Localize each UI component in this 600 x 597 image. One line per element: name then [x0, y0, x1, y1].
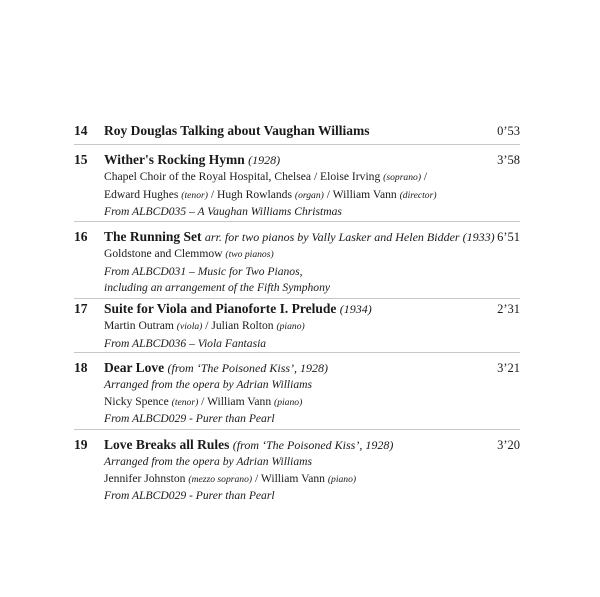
divider [74, 352, 520, 353]
arranger-line [104, 377, 460, 394]
performer-role: (mezzo soprano) [188, 473, 253, 485]
track-body [104, 359, 460, 428]
performer-text: Edward Hughes [104, 187, 182, 201]
track-body [104, 122, 460, 140]
performer-text: / William Vann [252, 471, 328, 485]
track-body [104, 228, 495, 297]
source-line [104, 336, 460, 353]
track-19 [74, 436, 520, 505]
performer-text: / Hugh Rowlands [207, 187, 295, 201]
arranger-line [104, 454, 460, 471]
track-title-line [104, 300, 460, 318]
source-line [104, 280, 460, 297]
track-number: 15 [74, 152, 88, 167]
arranger-text: Arranged from the opera by Adrian Williams [104, 378, 313, 391]
track-18 [74, 359, 520, 428]
track-title: Dear Love [104, 360, 165, 375]
track-title-suffix: (1934) [339, 302, 372, 316]
source-text: From ALBCD029 - Purer than Pearl [104, 489, 275, 502]
performer-line [104, 187, 460, 205]
track-number: 14 [74, 123, 88, 138]
performer-role: (two pianos) [225, 249, 274, 260]
performer-text: Nicky Spence [104, 394, 172, 408]
track-15 [74, 151, 520, 221]
track-duration: 3’21 [497, 361, 520, 375]
source-line [104, 264, 460, 281]
performer-text: / William Vann [323, 187, 400, 201]
track-16 [74, 228, 520, 297]
track-title: Roy Douglas Talking about Vaughan Williams [104, 123, 370, 138]
track-title-line [104, 228, 495, 246]
performer-text: / William Vann [198, 394, 275, 408]
track-title-line [104, 436, 460, 454]
track-number: 16 [74, 229, 88, 244]
track-title-suffix: (from ‘The Poisoned Kiss’, 1928) [167, 361, 329, 375]
performer-role: (tenor) [171, 396, 199, 408]
track-title-line [104, 122, 460, 140]
track-title: Suite for Viola and Pianoforte I. Prelude [104, 301, 337, 316]
divider [74, 298, 520, 299]
track-title: Love Breaks all Rules [104, 437, 230, 452]
performer-role: (piano) [274, 396, 303, 408]
track-number: 19 [74, 437, 88, 452]
track-title-line [104, 359, 460, 377]
source-text: From ALBCD031 – Music for Two Pianos, [104, 264, 303, 278]
track-number: 18 [74, 360, 88, 375]
performer-text: Goldstone and Clemmow [104, 247, 226, 260]
performer-role: (director) [399, 189, 437, 201]
performer-line [104, 246, 460, 264]
source-line [104, 411, 460, 428]
track-body [104, 151, 460, 221]
track-duration: 3’58 [497, 153, 520, 167]
performer-line [104, 318, 460, 336]
performer-text: / Julian Rolton [202, 319, 277, 332]
source-line [104, 488, 460, 505]
track-title: Wither's Rocking Hymn [104, 152, 245, 167]
source-text: From ALBCD036 – Viola Fantasia [104, 336, 267, 350]
performer-role: (soprano) [383, 172, 422, 183]
track-14 [74, 122, 520, 140]
track-title-suffix: (from ‘The Poisoned Kiss’, 1928) [232, 438, 394, 452]
performer-line [104, 169, 460, 187]
track-duration: 3’20 [497, 438, 520, 452]
source-text: From ALBCD035 – A Vaughan Williams Christmas [104, 205, 342, 218]
track-duration: 2’31 [497, 302, 520, 316]
track-body [104, 300, 460, 352]
performer-role: (piano) [276, 321, 305, 332]
source-text: From ALBCD029 - Purer than Pearl [104, 412, 275, 425]
performer-line [104, 394, 460, 412]
source-line [104, 204, 460, 221]
track-title: The Running Set [104, 229, 202, 244]
track-17 [74, 300, 520, 352]
performer-role: (tenor) [181, 189, 208, 201]
performer-text: Jennifer Johnston [104, 471, 189, 485]
performer-text: / [421, 170, 428, 183]
source-text: including an arrangement of the Fifth Symphony [104, 281, 331, 294]
divider [74, 144, 520, 145]
performer-text: Chapel Choir of the Royal Hospital, Chelsea / Eloise Irving [104, 170, 384, 183]
track-duration: 0’53 [497, 124, 520, 138]
track-duration: 6’51 [497, 230, 520, 244]
divider [74, 221, 520, 222]
track-body [104, 436, 460, 505]
performer-role: (organ) [294, 189, 324, 201]
track-number: 17 [74, 301, 88, 316]
arranger-text: Arranged from the opera by Adrian Williams [104, 455, 313, 468]
performer-role: (viola) [176, 321, 203, 332]
performer-line [104, 471, 460, 489]
track-title-suffix: arr. for two pianos by Vally Lasker and Helen Bidder (1933) [204, 230, 495, 244]
performer-role: (piano) [327, 473, 357, 485]
divider [74, 429, 520, 430]
performer-text: Martin Outram [104, 319, 177, 332]
track-title-suffix: (1928) [248, 153, 281, 167]
track-title-line [104, 151, 460, 169]
